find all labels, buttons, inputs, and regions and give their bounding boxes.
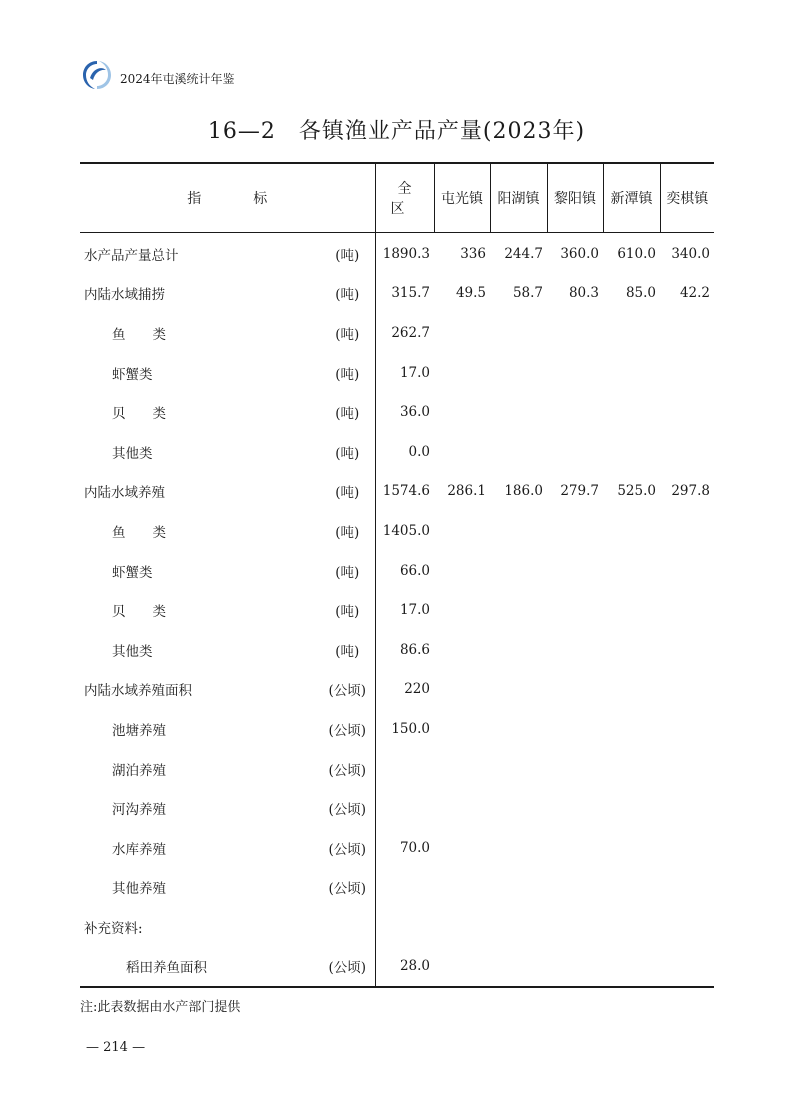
table-row xyxy=(80,590,714,630)
row-unit: (吨) xyxy=(335,406,360,423)
value-cell xyxy=(660,709,714,749)
value-cell: 70.0 xyxy=(375,828,434,868)
table-row xyxy=(80,274,714,314)
value-cell xyxy=(434,868,490,908)
value-cell xyxy=(434,511,490,551)
value-cell xyxy=(660,630,714,670)
header-title: 2024年屯溪统计年鉴 xyxy=(120,72,235,86)
row-label: 其他养殖 xyxy=(112,881,166,898)
value-cell xyxy=(434,432,490,472)
value-cell: 28.0 xyxy=(375,947,434,988)
row-label: 内陆水域养殖 xyxy=(84,485,165,502)
value-cell xyxy=(490,353,547,393)
row-unit: (公顷) xyxy=(320,947,375,988)
value-cell: 85.0 xyxy=(625,285,656,302)
value-cell: 244.7 xyxy=(504,245,543,262)
value-cell xyxy=(434,670,490,710)
value-cell xyxy=(547,749,603,789)
value-cell xyxy=(603,551,660,591)
page-title: 16—2 各镇渔业产品产量(2023年) xyxy=(207,119,586,144)
value-cell xyxy=(490,749,547,789)
value-cell xyxy=(547,670,603,710)
value-cell xyxy=(490,709,547,749)
yearbook-logo-icon xyxy=(80,58,114,92)
value-cell xyxy=(434,907,490,947)
value-cell xyxy=(660,551,714,591)
value-cell xyxy=(434,947,490,988)
row-label: 贝 类 xyxy=(112,406,166,423)
value-cell: 297.8 xyxy=(671,483,710,500)
row-unit: (吨) xyxy=(335,326,360,343)
value-cell xyxy=(547,551,603,591)
value-cell xyxy=(434,353,490,393)
value-cell: 1574.6 xyxy=(375,472,434,512)
row-unit: (吨) xyxy=(335,247,360,264)
table-row xyxy=(80,788,714,828)
row-label: 稻田养鱼面积 xyxy=(80,947,320,988)
value-cell xyxy=(660,788,714,828)
value-cell xyxy=(434,788,490,828)
value-cell xyxy=(603,511,660,551)
row-unit: (吨) xyxy=(335,366,360,383)
value-cell xyxy=(603,828,660,868)
value-cell xyxy=(434,709,490,749)
column-header: 阳湖镇 xyxy=(490,163,547,233)
table-row xyxy=(80,670,714,710)
page-number: — 214 — xyxy=(86,1040,146,1055)
row-unit: (公顷) xyxy=(328,683,367,700)
row-label: 其他类 xyxy=(112,445,153,462)
value-cell xyxy=(660,670,714,710)
value-cell xyxy=(434,551,490,591)
value-cell: 66.0 xyxy=(375,551,434,591)
value-cell xyxy=(660,392,714,432)
value-cell xyxy=(490,392,547,432)
value-cell: 1405.0 xyxy=(375,511,434,551)
value-cell xyxy=(603,590,660,630)
value-cell xyxy=(547,709,603,749)
value-cell xyxy=(490,432,547,472)
row-label: 内陆水域养殖面积 xyxy=(84,683,192,700)
table-row xyxy=(80,313,714,353)
value-cell xyxy=(547,353,603,393)
column-header: 黎阳镇 xyxy=(547,163,603,233)
value-cell xyxy=(375,749,434,789)
value-cell xyxy=(603,868,660,908)
row-unit: (吨) xyxy=(335,604,360,621)
value-cell xyxy=(660,868,714,908)
table-row xyxy=(80,749,714,789)
value-cell xyxy=(547,392,603,432)
row-label: 补充资料: xyxy=(84,920,143,937)
value-cell xyxy=(490,670,547,710)
value-cell xyxy=(434,392,490,432)
value-cell xyxy=(547,313,603,353)
value-cell xyxy=(547,590,603,630)
value-cell xyxy=(603,709,660,749)
value-cell xyxy=(434,590,490,630)
value-cell xyxy=(490,828,547,868)
row-unit: (公顷) xyxy=(328,841,367,858)
value-cell xyxy=(490,947,547,988)
value-cell: 0.0 xyxy=(375,432,434,472)
value-cell xyxy=(603,432,660,472)
table-note: 注:此表数据由水产部门提供 xyxy=(80,1000,241,1015)
row-unit: (公顷) xyxy=(328,881,367,898)
value-cell xyxy=(547,630,603,670)
value-cell xyxy=(660,313,714,353)
value-cell xyxy=(603,749,660,789)
value-cell xyxy=(660,749,714,789)
table-row xyxy=(80,233,714,274)
table-row xyxy=(80,630,714,670)
value-cell xyxy=(547,432,603,472)
column-header: 指标 xyxy=(80,163,375,233)
value-cell xyxy=(375,868,434,908)
row-label: 贝 类 xyxy=(112,604,166,621)
value-cell xyxy=(603,907,660,947)
value-cell: 262.7 xyxy=(375,313,434,353)
value-cell xyxy=(603,788,660,828)
value-cell xyxy=(660,590,714,630)
table-row xyxy=(80,828,714,868)
value-cell: 360.0 xyxy=(560,245,599,262)
table-header-row xyxy=(80,163,714,233)
row-label: 河沟养殖 xyxy=(112,802,166,819)
table-body xyxy=(80,233,714,988)
row-label: 内陆水域捕捞 xyxy=(84,287,165,304)
value-cell xyxy=(434,749,490,789)
value-cell xyxy=(660,947,714,988)
value-cell xyxy=(547,868,603,908)
row-unit: (吨) xyxy=(335,445,360,462)
value-cell xyxy=(660,511,714,551)
value-cell: 336 xyxy=(460,245,486,262)
value-cell: 315.7 xyxy=(375,274,434,314)
value-cell xyxy=(603,670,660,710)
value-cell xyxy=(660,353,714,393)
table-row xyxy=(80,432,714,472)
value-cell xyxy=(660,907,714,947)
value-cell xyxy=(547,947,603,988)
value-cell xyxy=(434,828,490,868)
table-row xyxy=(80,353,714,393)
row-label: 水产品产量总计 xyxy=(84,247,179,264)
value-cell xyxy=(490,630,547,670)
table-row xyxy=(80,551,714,591)
value-cell: 58.7 xyxy=(512,285,543,302)
value-cell: 49.5 xyxy=(455,285,486,302)
row-unit: (吨) xyxy=(335,524,360,541)
value-cell xyxy=(434,630,490,670)
value-cell: 17.0 xyxy=(375,590,434,630)
value-cell xyxy=(490,511,547,551)
value-cell: 186.0 xyxy=(504,483,543,500)
value-cell xyxy=(603,630,660,670)
row-unit xyxy=(320,907,375,947)
value-cell xyxy=(603,353,660,393)
fishery-table xyxy=(80,162,714,988)
value-cell xyxy=(547,828,603,868)
row-unit: (公顷) xyxy=(328,762,367,779)
value-cell xyxy=(660,828,714,868)
value-cell: 80.3 xyxy=(568,285,599,302)
value-cell xyxy=(490,788,547,828)
value-cell: 525.0 xyxy=(617,483,656,500)
row-label: 鱼 类 xyxy=(112,524,166,541)
table-row xyxy=(80,472,714,512)
table-row xyxy=(80,392,714,432)
row-label: 池塘养殖 xyxy=(112,722,166,739)
value-cell xyxy=(490,313,547,353)
value-cell: 86.6 xyxy=(375,630,434,670)
table-row xyxy=(80,511,714,551)
column-header: 新潭镇 xyxy=(603,163,660,233)
value-cell: 42.2 xyxy=(679,285,710,302)
table-row xyxy=(80,868,714,908)
row-unit: (公顷) xyxy=(328,722,367,739)
row-label: 虾蟹类 xyxy=(112,366,153,383)
table-row xyxy=(80,709,714,749)
value-cell: 17.0 xyxy=(375,353,434,393)
value-cell xyxy=(490,907,547,947)
value-cell: 220 xyxy=(375,670,434,710)
row-unit: (吨) xyxy=(335,643,360,660)
value-cell: 286.1 xyxy=(447,483,486,500)
value-cell xyxy=(547,511,603,551)
table-row xyxy=(80,907,714,947)
row-label: 湖泊养殖 xyxy=(112,762,166,779)
row-unit: (吨) xyxy=(335,564,360,581)
value-cell: 150.0 xyxy=(375,709,434,749)
row-unit: (公顷) xyxy=(328,802,367,819)
row-label: 水库养殖 xyxy=(112,841,166,858)
row-label: 鱼 类 xyxy=(112,326,166,343)
value-cell xyxy=(375,907,434,947)
value-cell xyxy=(660,432,714,472)
row-unit: (吨) xyxy=(335,287,360,304)
value-cell xyxy=(490,551,547,591)
column-header: 屯光镇 xyxy=(434,163,490,233)
value-cell: 279.7 xyxy=(560,483,599,500)
value-cell xyxy=(375,788,434,828)
value-cell xyxy=(490,590,547,630)
value-cell xyxy=(547,907,603,947)
value-cell xyxy=(603,392,660,432)
value-cell xyxy=(603,313,660,353)
value-cell: 36.0 xyxy=(375,392,434,432)
row-label: 虾蟹类 xyxy=(112,564,153,581)
value-cell xyxy=(547,788,603,828)
value-cell xyxy=(603,947,660,988)
value-cell xyxy=(434,313,490,353)
column-header: 奕棋镇 xyxy=(660,163,714,233)
value-cell xyxy=(490,868,547,908)
row-label: 其他类 xyxy=(112,643,153,660)
value-cell: 1890.3 xyxy=(375,233,434,274)
row-unit: (吨) xyxy=(335,485,360,502)
value-cell: 610.0 xyxy=(617,245,656,262)
column-header: 全区 xyxy=(375,163,434,233)
table-row xyxy=(80,947,714,988)
value-cell: 340.0 xyxy=(671,245,710,262)
